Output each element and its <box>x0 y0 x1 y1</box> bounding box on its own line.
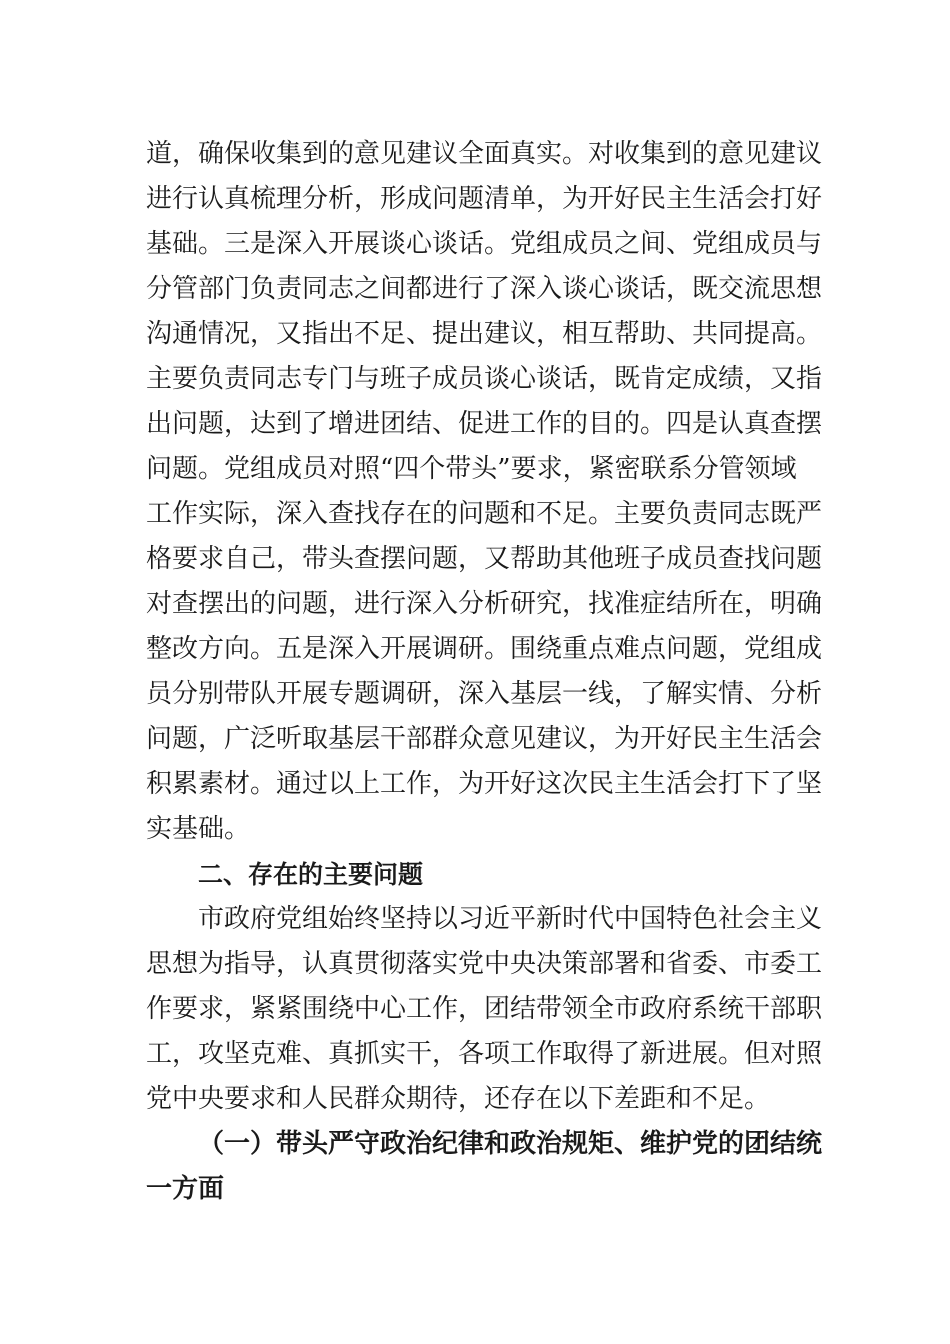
subsection-heading: （一）带头严守政治纪律和政治规矩、维护党的团结统 <box>198 1129 823 1159</box>
section-paragraph-line: 思想为指导，认真贯彻落实党中央决策部署和省委、市委工 <box>146 949 823 979</box>
paragraph-line: 积累素材。通过以上工作，为开好这次民主生活会打下了坚 <box>146 769 823 799</box>
paragraph-line: 出问题，达到了增进团结、促进工作的目的。四是认真查摆 <box>146 409 823 439</box>
paragraph-line: 问题，广泛听取基层干部群众意见建议，为开好民主生活会 <box>146 724 823 754</box>
section-heading: 二、存在的主要问题 <box>198 860 424 889</box>
paragraph-line: 沟通情况，又指出不足、提出建议，相互帮助、共同提高。 <box>146 319 823 349</box>
section-paragraph-line: 市政府党组始终坚持以习近平新时代中国特色社会主义 <box>198 904 823 934</box>
section-paragraph-line: 工，攻坚克难、真抓实干，各项工作取得了新进展。但对照 <box>146 1039 823 1069</box>
document-body <box>146 132 823 1212</box>
paragraph-line: 员分别带队开展专题调研，深入基层一线，了解实情、分析 <box>146 679 823 709</box>
paragraph-line: 整改方向。五是深入开展调研。围绕重点难点问题，党组成 <box>146 634 823 664</box>
section-paragraph-line: 作要求，紧紧围绕中心工作，团结带领全市政府系统干部职 <box>146 994 823 1024</box>
paragraph-line: 分管部门负责同志之间都进行了深入谈心谈话，既交流思想 <box>146 274 823 304</box>
subsection-heading: 一方面 <box>146 1174 225 1204</box>
paragraph-line: 实基础。 <box>146 814 251 844</box>
paragraph-line: 问题。党组成员对照“四个带头”要求，紧密联系分管领域 <box>146 454 797 484</box>
paragraph-line: 主要负责同志专门与班子成员谈心谈话，既肯定成绩，又指 <box>146 364 823 394</box>
paragraph-line: 对查摆出的问题，进行深入分析研究，找准症结所在，明确 <box>146 589 823 619</box>
paragraph-line: 道，确保收集到的意见建议全面真实。对收集到的意见建议 <box>146 139 823 169</box>
section-paragraph-line: 党中央要求和人民群众期待，还存在以下差距和不足。 <box>146 1084 771 1114</box>
paragraph-line: 格要求自己，带头查摆问题，又帮助其他班子成员查找问题 <box>146 544 823 574</box>
paragraph-line: 基础。三是深入开展谈心谈话。党组成员之间、党组成员与 <box>146 229 823 259</box>
paragraph-line: 工作实际，深入查找存在的问题和不足。主要负责同志既严 <box>146 499 823 529</box>
paragraph-line: 进行认真梳理分析，形成问题清单，为开好民主生活会打好 <box>146 184 823 214</box>
